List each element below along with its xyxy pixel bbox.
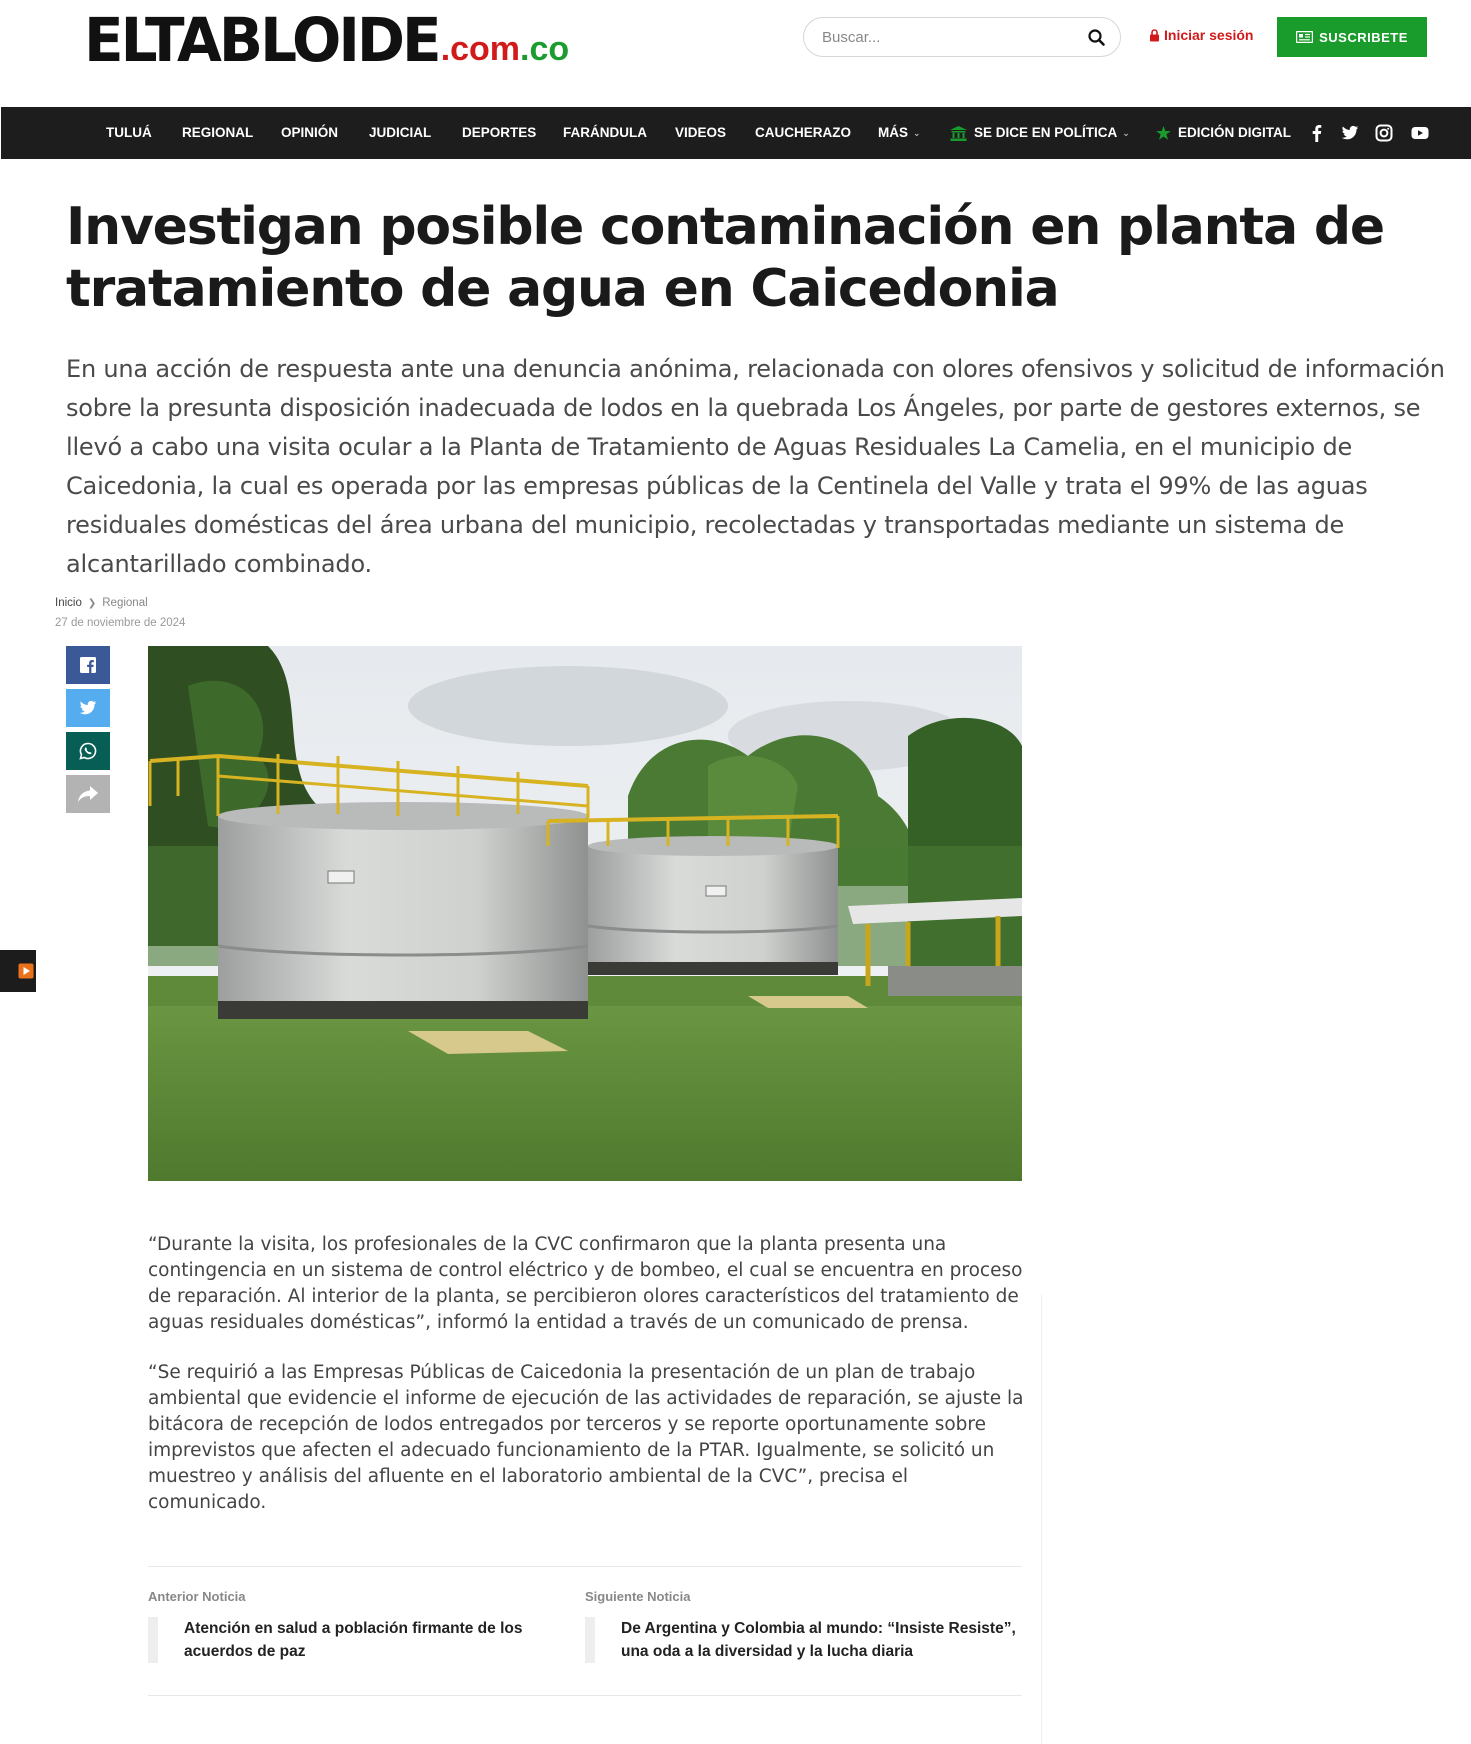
- search-icon[interactable]: [1086, 27, 1108, 49]
- prev-post-label: Anterior Noticia: [148, 1589, 246, 1604]
- logo-dot-com: .com: [440, 30, 521, 68]
- nav-item-edicion-digital[interactable]: [1156, 107, 1291, 159]
- nav-item-judicial[interactable]: JUDICIAL: [369, 125, 432, 140]
- government-building-icon: [950, 126, 967, 141]
- chevron-right-icon: ❯: [87, 597, 97, 609]
- nav-item-edicion-label: EDICIÓN DIGITAL: [1178, 125, 1291, 140]
- lock-icon: [1149, 29, 1160, 42]
- article-paragraph: “Durante la visita, los profesionales de la CVC confirmaron que la planta presenta una contingencia en un sistema de control eléctrico y de bombeo, el cual se encuentra en proceso de reparación. Al interior de la planta, se percibieron olores característicos del tratamiento de aguas residuales domésticas”, informó la entidad a través de un comunicado de prensa.: [148, 1234, 1023, 1333]
- login-link[interactable]: [1149, 27, 1253, 43]
- nav-item-deportes[interactable]: DEPORTES: [462, 125, 537, 140]
- nav-item-tulua[interactable]: TULUÁ: [106, 125, 152, 140]
- subscribe-button[interactable]: [1277, 17, 1427, 57]
- nav-item-opinion[interactable]: OPINIÓN: [281, 125, 339, 140]
- nav-item-mas[interactable]: [878, 107, 921, 159]
- chevron-down-icon: ⌄: [913, 128, 921, 138]
- nav-item-politica[interactable]: [950, 107, 1130, 159]
- nav-item-caucherazo[interactable]: CAUCHERAZO: [755, 125, 851, 140]
- site-header: [0, 0, 1471, 107]
- star-icon: [1156, 126, 1171, 140]
- share-arrow-icon: [78, 786, 98, 802]
- article-paragraph: “Se requirió a las Empresas Públicas de Caicedonia la presentación de un plan de trabajo ambiental que evidencie el informe de ejecución de las actividades de reparación, se ajuste la bitácora de recepción de lodos entregados por terceros y se reporte oportunamente sobre imprevistos que afecten el adecuado funcionamiento de la PTAR. Igualmente, se solicitó un muestreo y análisis del afluente en el laboratorio ambiental de la CVC”, precisa el comunicado.: [148, 1362, 1024, 1513]
- subscribe-label: SUSCRIBETE: [1319, 29, 1408, 45]
- logo-wordmark: ELTABLOIDE: [84, 4, 439, 76]
- share-facebook-button[interactable]: [66, 646, 110, 684]
- nav-item-regional[interactable]: REGIONAL: [182, 125, 254, 140]
- twitter-icon[interactable]: [1341, 124, 1359, 142]
- play-icon: [18, 963, 34, 979]
- next-post-label: Siguiente Noticia: [585, 1589, 691, 1604]
- main-nav: [1, 107, 1471, 159]
- share-more-button[interactable]: [66, 775, 110, 813]
- next-post-link[interactable]: De Argentina y Colombia al mundo: “Insiste Resiste”, una oda a la diversidad y la lucha diaria: [585, 1617, 1025, 1663]
- breadcrumb: [55, 597, 148, 609]
- article-lead: En una acción de respuesta ante una denuncia anónima, relacionada con olores ofensivos y solicitud de información sobre la presunta disposición inadecuada de lodos en la quebrada Los Ángeles, por parte de gestores externos, se llevó a cabo una visita ocular a la Planta de Tratamiento de Aguas Residuales La Camelia, en el municipio de Caicedonia, la cual es operada por las empresas públicas de la Centinela del Valle y trata el 99% de las aguas residuales domésticas del área urbana del municipio, recolectadas y transportadas mediante un sistema de alcantarillado combinado.: [66, 355, 1445, 578]
- newspaper-icon: [1296, 31, 1313, 43]
- nav-item-videos[interactable]: VIDEOS: [675, 125, 727, 140]
- whatsapp-icon: [79, 742, 97, 760]
- facebook-icon[interactable]: [1308, 124, 1326, 142]
- chevron-down-icon: ⌄: [1122, 128, 1130, 138]
- article-date: 27 de noviembre de 2024: [55, 617, 186, 629]
- sidebar-divider: [1041, 1295, 1042, 1744]
- article-title: Investigan posible contaminación en planta de tratamiento de agua en Caicedonia: [66, 197, 1384, 319]
- breadcrumb-home[interactable]: Inicio: [55, 597, 82, 609]
- nav-item-farandula[interactable]: FARÁNDULA: [563, 125, 647, 140]
- logo-dot-co: .co: [520, 30, 570, 68]
- login-label: Iniciar sesión: [1164, 27, 1254, 43]
- post-navigation: [148, 1566, 1022, 1696]
- site-logo[interactable]: [84, 6, 569, 76]
- search-input[interactable]: [822, 26, 1062, 48]
- breadcrumb-section[interactable]: Regional: [102, 597, 148, 609]
- nav-item-mas-label: MÁS: [878, 125, 908, 140]
- twitter-icon: [79, 699, 97, 717]
- prev-post-link[interactable]: Atención en salud a población firmante de los acuerdos de paz: [148, 1617, 558, 1663]
- floating-video-widget[interactable]: [0, 950, 36, 992]
- share-twitter-button[interactable]: [66, 689, 110, 727]
- instagram-icon[interactable]: [1375, 124, 1393, 142]
- facebook-icon: [79, 656, 97, 674]
- youtube-icon[interactable]: [1411, 124, 1429, 142]
- search-box: [803, 17, 1121, 57]
- nav-item-politica-label: SE DICE EN POLÍTICA: [974, 125, 1118, 140]
- article-photo: [148, 646, 1022, 1181]
- share-whatsapp-button[interactable]: [66, 732, 110, 770]
